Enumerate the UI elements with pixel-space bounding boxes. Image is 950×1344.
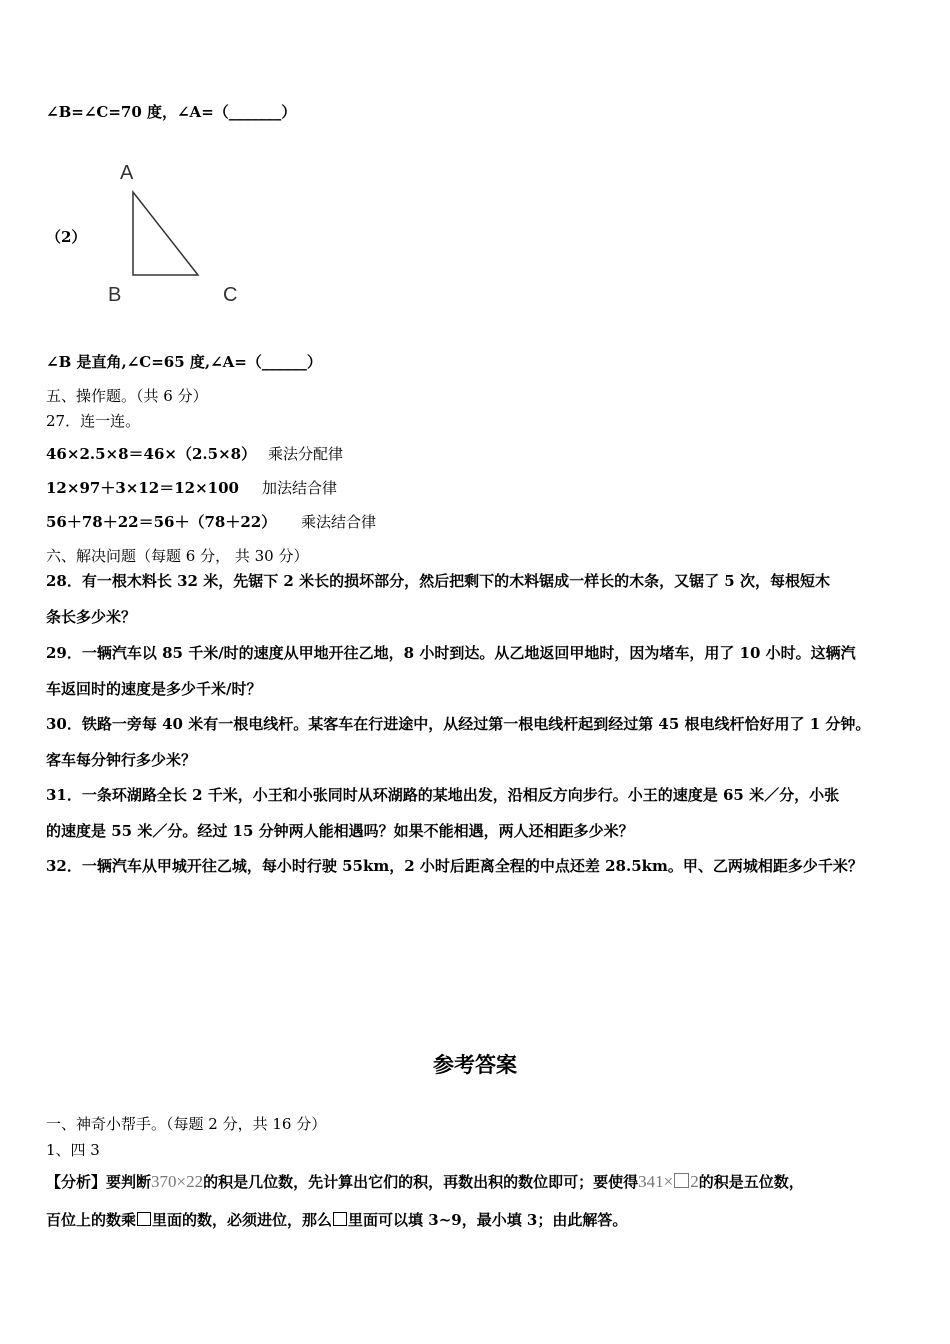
analysis-text-5: 里面的数，必须进位，那么 (152, 1211, 333, 1229)
vertex-label-b: B (108, 284, 122, 306)
triangle-shape (133, 192, 198, 275)
section-6-heading: 六、解决问题（每题 6 分， 共 30 分） (46, 547, 309, 565)
analysis-text-1: 【分析】要判断 (46, 1173, 152, 1191)
blank-box-icon (333, 1212, 347, 1226)
question-29-line-2: 车返回时的速度是多少千米/时？ (46, 680, 262, 698)
question-27: 27．连一连。 (46, 412, 141, 430)
vertex-label-a: A (120, 162, 134, 184)
right-triangle-figure (100, 155, 250, 315)
question-28-line-2: 条长多少米？ (46, 608, 137, 626)
question-31-line-2: 的速度是 55 米／分。经过 15 分钟两人能相遇吗？如果不能相遇，两人还相距多少米？ (46, 822, 634, 840)
question-29-line-1: 29．一辆汽车以 85 千米/时的速度从甲地开往乙地，8 小时到达。从乙地返回甲地时，因为堵车，用了 10 小时。这辆汽 (46, 644, 856, 662)
section-1-heading: 一、神奇小帮手。（每题 2 分，共 16 分） (46, 1115, 327, 1133)
analysis-line-1 (46, 1172, 804, 1192)
question-32: 32．一辆汽车从甲城开往乙城，每小时行驶 55km，2 小时后距离全程的中点还差 28.5km。甲、乙两城相距多少千米？ (46, 857, 863, 875)
math-expression-341x: 341× (638, 1172, 674, 1191)
question-angle-1: ∠B=∠C=70 度，∠A=（_______） (46, 103, 297, 121)
answer-1: 1、四 3 (46, 1141, 100, 1159)
math-expression-370x22: 370×22 (151, 1172, 204, 1191)
match-rule-1: 乘法分配律 (268, 445, 344, 463)
match-expression-1: 46×2.5×8＝46×（2.5×8） (46, 445, 257, 463)
math-digit-2: 2 (690, 1172, 699, 1191)
question-28-line-1: 28．有一根木料长 32 米，先锯下 2 米长的损坏部分，然后把剩下的木料锯成一样长的木条，又锯了 5 次，每根短木 (46, 572, 830, 590)
match-rule-2: 加法结合律 (262, 479, 338, 497)
analysis-text-3: 的积是五位数， (698, 1173, 804, 1191)
section-5-heading: 五、操作题。（共 6 分） (46, 387, 208, 405)
question-30-line-2: 客车每分钟行多少米？ (46, 751, 197, 769)
analysis-text-4: 百位上的数乘 (46, 1211, 137, 1229)
analysis-line-2 (46, 1210, 627, 1230)
blank-box-icon (137, 1212, 151, 1226)
analysis-text-6: 里面可以填 3~9，最小填 3；由此解答。 (348, 1211, 628, 1229)
vertex-label-c: C (223, 284, 238, 306)
blank-box-icon (674, 1173, 689, 1188)
question-angle-2: ∠B 是直角,∠C=65 度,∠A=（______） (46, 353, 322, 371)
question-number-2: （2） (46, 228, 87, 246)
question-30-line-1: 30．铁路一旁每 40 米有一根电线杆。某客车在行进途中，从经过第一根电线杆起到经过第 45 根电线杆恰好用了 1 分钟。 (46, 715, 871, 733)
answer-title: 参考答案 (433, 1052, 517, 1077)
question-31-line-1: 31．一条环湖路全长 2 千米，小王和小张同时从环湖路的某地出发，沿相反方向步行。小王的速度是 65 米／分，小张 (46, 786, 840, 804)
match-expression-2: 12×97＋3×12＝12×100 (46, 479, 239, 497)
match-expression-3: 56＋78＋22＝56＋（78＋22） (46, 513, 277, 531)
match-rule-3: 乘法结合律 (301, 513, 377, 531)
analysis-text-2: 的积是几位数，先计算出它们的积，再数出积的数位即可；要使得 (203, 1173, 639, 1191)
